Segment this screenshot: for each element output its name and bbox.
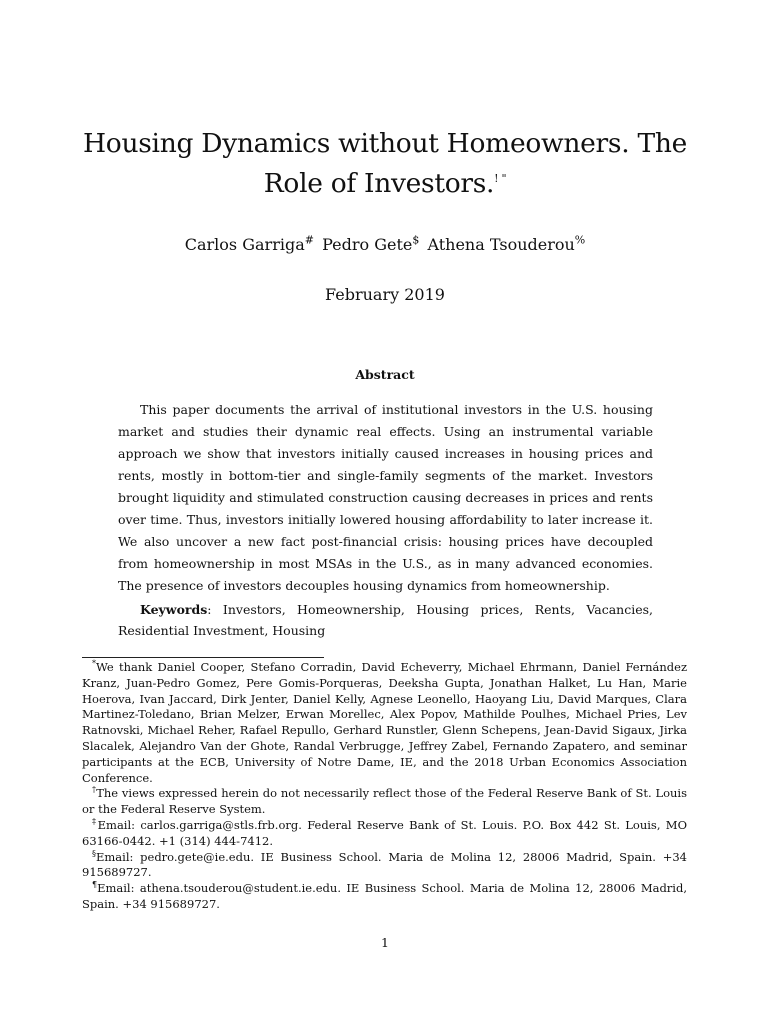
author-name: Pedro Gete [322, 235, 413, 254]
author-footnote-mark: # [304, 233, 314, 247]
keywords-label: Keywords [140, 602, 208, 617]
footnotes [82, 660, 687, 913]
footnote-text: We thank Daniel Cooper, Stefano Corradin, David Echeverry, Michael Ehrmann, Daniel Fernández Kranz, Juan-Pedro Gomez, Pere Gomis-Porqueras, Deeksha Gupta, Jonathan Halket, Lu Han, Marie Hoerova, Ivan Jaccard, Dirk Jenter, Daniel Kelly, Agnese Leonello, Haoyang Liu, David Marques, Clara Martinez-Toledano, Brian Melzer, Erwan Morellec, Alex Popov, Mathilde Poulhes, Michael Pries, Lev Ratnovski, Michael Reher, Rafael Repullo, Gerhard Runstler, Glenn Schepens, Jean-David Sigaux, Jirka Slacalek, Alejandro Van der Ghote, Randal Verbrugge, Jeffrey Zabel, Fernando Zapatero, and seminar participants at the ECB, University of Notre Dame, IE, and the 2018 Urban Economics Association Conference. [82, 660, 687, 785]
footnote-rule [82, 657, 324, 658]
footnote-mark: ¶ [92, 880, 98, 890]
footnote [82, 881, 687, 913]
keywords-paragraph [118, 599, 653, 641]
footnote-mark: † [92, 785, 97, 795]
author-footnote-mark: % [574, 233, 586, 247]
footnote-text: Email: athena.tsouderou@student.ie.edu. IE Business School. Maria de Molina 12, 28006 Madrid, Spain. +34 915689727. [82, 881, 687, 911]
paper-date: February 2019 [325, 285, 445, 304]
footnote-mark: ‡ [92, 817, 98, 827]
footnote-mark: § [92, 848, 96, 858]
footnote-text: The views expressed herein do not necessarily reflect those of the Federal Reserve Bank of St. Louis or the Federal Reserve System. [82, 786, 688, 817]
keywords-list: : Investors, Homeownership, Housing prices, Rents, Vacancies, Residential Investment, Housing [118, 602, 653, 638]
footnote [82, 850, 687, 882]
title-text: Housing Dynamics without Homeowners. The Role of Investors. [83, 128, 687, 199]
author-footnote-mark: $ [412, 233, 420, 247]
author-name: Athena Tsouderou [427, 235, 575, 254]
abstract-heading: Abstract [355, 367, 415, 382]
author-list [0, 234, 770, 256]
abstract-text: This paper documents the arrival of institutional investors in the U.S. housing market and studies their dynamic real effects. Using an instrumental variable approach we show that investors initially caused increases in housing prices and rents, mostly in bottom-tier and single-family segments of the market. Investors brought liquidity and stimulated construction causing decreases in prices and rents over time. Thus, investors initially lowered housing affordability to later increase it. We also uncover a new fact post-financial crisis: housing prices have decoupled from homeownership in most MSAs in the U.S., as in many advanced economies. The presence of investors decouples housing dynamics from homeownership. [118, 402, 653, 593]
page-number: 1 [381, 935, 389, 950]
footnote-mark: * [92, 659, 96, 669]
footnote-text: Email: carlos.garriga@stls.frb.org. Federal Reserve Bank of St. Louis. P.O. Box 442 St. Louis, MO 63166-0442. +1 (314) 444-7412. [82, 817, 687, 848]
footnote [82, 660, 687, 786]
paper-title [60, 124, 710, 204]
footnote [82, 818, 687, 850]
title-footnote-marks: ! " [494, 172, 507, 186]
author-name: Carlos Garriga [184, 235, 305, 254]
footnote-text: Email: pedro.gete@ie.edu. IE Business School. Maria de Molina 12, 28006 Madrid, Spain. +34 915689727. [82, 849, 687, 880]
footnote [82, 786, 687, 818]
